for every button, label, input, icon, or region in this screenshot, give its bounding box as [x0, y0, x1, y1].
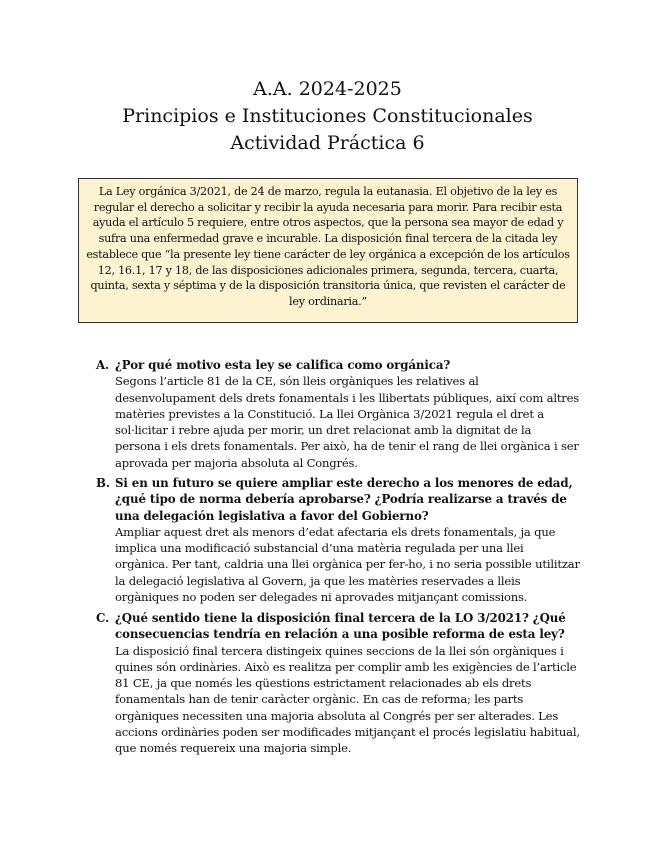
- question-block-c: [96, 610, 580, 757]
- question-heading: [96, 475, 580, 524]
- academic-year: A.A. 2024-2025: [253, 78, 402, 100]
- question-block-a: [96, 357, 580, 471]
- question-block-b: [96, 475, 580, 605]
- intro-text-box: [78, 178, 578, 323]
- question-text: Si en un futuro se quiere ampliar este derecho a los menores de edad, ¿qué tipo de norma debería aprobarse? ¿Podría realizarse a través de una delegación legislativa a favor del Gobierno?: [115, 476, 573, 523]
- answer-text: Ampliar aquest dret als menors d’edat afectaria els drets fonamentals, ja que implica una modificació substancial d’una matèria regulada per una llei orgànica. Per tant, caldria una llei orgànica per fer-ho, i no seria possible utilitzar la delegació legislativa al Govern, ja que les matèries reservades a lleis orgàniques no poden ser delegades ni aprovades mitjançant comissions.: [115, 524, 580, 605]
- activity-title: Actividad Práctica 6: [230, 132, 425, 154]
- answer-text: Segons l’article 81 de la CE, són lleis orgàniques les relatives al desenvolupament dels drets fonamentals i les llibertats públiques, així com altres matèries previstes a la Constitució. La llei Orgànica 3/2021 regula el dret a sol·licitar i rebre ajuda per morir, un dret relacionat amb la dignitat de la persona i els drets fonamentals. Per això, ha de tenir el rang de llei orgànica i ser aprovada per majoria absoluta al Congrés.: [115, 374, 580, 470]
- course-title: Principios e Instituciones Constitucionales: [122, 105, 533, 127]
- answer-text: La disposició final tercera distingeix quines seccions de la llei són orgàniques i quines són ordinàries. Això es realitza per complir amb les exigències de l’article 81 CE, ja que només les qüestions estrictament relacionades ab els drets fonamentals han de tenir caràcter orgànic. En cas de reforma; les parts orgàniques necessiten una majoria absoluta al Congrés per ser alterades. Les accions ordinàries poden ser modificades mitjançant el procés legislatiu habitual, que només requereix una majoria simple.: [115, 643, 580, 756]
- document-header: [0, 76, 655, 157]
- question-letter: C.: [96, 611, 110, 625]
- intro-text: La Ley orgánica 3/2021, de 24 de marzo, regula la eutanasia. El objetivo de la ley es regular el derecho a solicitar y recibir la ayuda necesaria para morir. Para recibir esta ayuda el artículo 5 requiere, entre otros aspectos, que la persona sea mayor de edad y sufra una enfermedad grave e incurable. La disposición final tercera de la citada ley establece que “la presente ley tiene carácter de ley orgánica a excepción de los artículos 12, 16.1, 17 y 18, de las disposiciones adicionales primera, segunda, tercera, cuarta, quinta, sexta y séptima y de la disposición transitoria única, que revisten el carácter de ley ordinaria.”: [86, 185, 570, 308]
- question-letter: B.: [96, 476, 110, 490]
- question-text: ¿Qué sentido tiene la disposición final tercera de la LO 3/2021? ¿Qué consecuencias tendría en relación a una posible reforma de esta ley?: [115, 611, 566, 642]
- question-heading: [96, 610, 580, 643]
- question-letter: A.: [96, 358, 110, 372]
- question-text: ¿Por qué motivo esta ley se califica como orgánica?: [115, 358, 451, 372]
- question-heading: [96, 357, 580, 373]
